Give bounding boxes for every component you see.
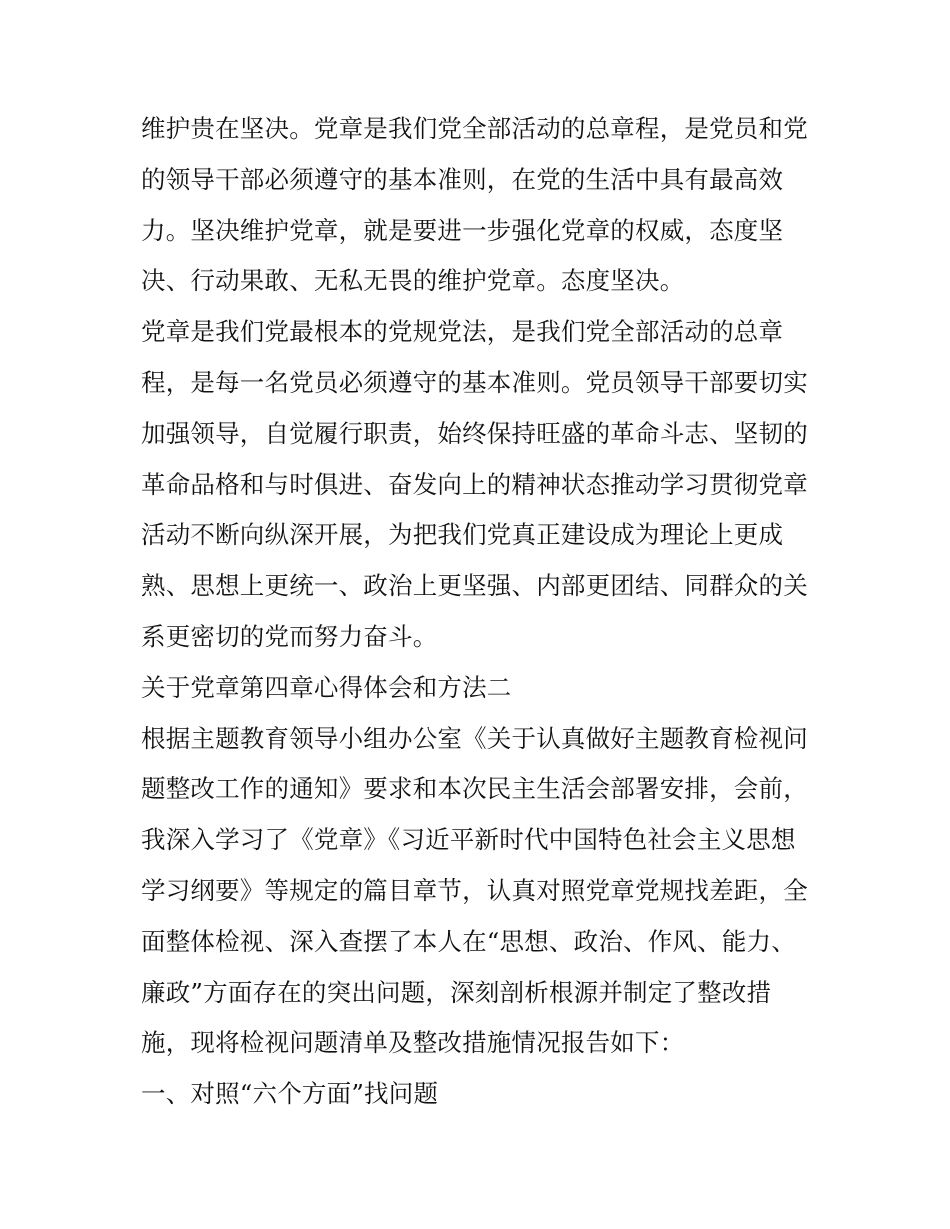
text-line: 根据主题教育领导小组办公室《关于认真做好主题教育检视问 <box>141 723 808 753</box>
document-body <box>141 104 821 1120</box>
text-line: 我深入学习了《党章》《习近平新时代中国特色社会主义思想 <box>141 825 796 855</box>
text-line: 维护贵在坚决。党章是我们党全部活动的总章程，是党员和党 <box>141 114 808 143</box>
text-line: 加强领导，自觉履行职责，始终保持旺盛的革命斗志、坚韧的 <box>141 418 808 448</box>
text-line: 廉政”方面存在的突出问题，深刻剖析根源并制定了整改措 <box>141 977 772 1007</box>
text-line: 程，是每一名党员必须遵守的基本准则。党员领导干部要切实 <box>141 367 808 397</box>
text-line: 党章是我们党最根本的党规党法，是我们党全部活动的总章 <box>141 317 784 347</box>
text-line: 面整体检视、深入查摆了本人在“思想、政治、作风、能力、 <box>141 926 796 956</box>
text-line: 的领导干部必须遵守的基本准则，在党的生活中具有最高效 <box>141 164 784 194</box>
text-line: 系更密切的党而努力奋斗。 <box>141 621 438 651</box>
subsection-heading: 一、对照“六个方面”找问题 <box>141 1079 439 1109</box>
text-line: 活动不断向纵深开展，为把我们党真正建设成为理论上更成 <box>141 520 784 550</box>
text-line: 决、行动果敢、无私无畏的维护党章。态度坚决。 <box>141 266 685 296</box>
text-line: 施，现将检视问题清单及整改措施情况报告如下： <box>141 1028 685 1058</box>
text-line: 熟、思想上更统一、政治上更坚强、内部更团结、同群众的关 <box>141 571 808 601</box>
text-line: 革命品格和与时俱进、奋发向上的精神状态推动学习贯彻党章 <box>141 469 808 499</box>
text-line: 题整改工作的通知》要求和本次民主生活会部署安排，会前， <box>141 774 808 804</box>
text-line: 力。坚决维护党章，就是要进一步强化党章的权威，态度坚 <box>141 215 784 245</box>
section-heading: 关于党章第四章心得体会和方法二 <box>141 672 512 702</box>
text-line: 学习纲要》等规定的篇目章节，认真对照党章党规找差距，全 <box>141 875 808 905</box>
